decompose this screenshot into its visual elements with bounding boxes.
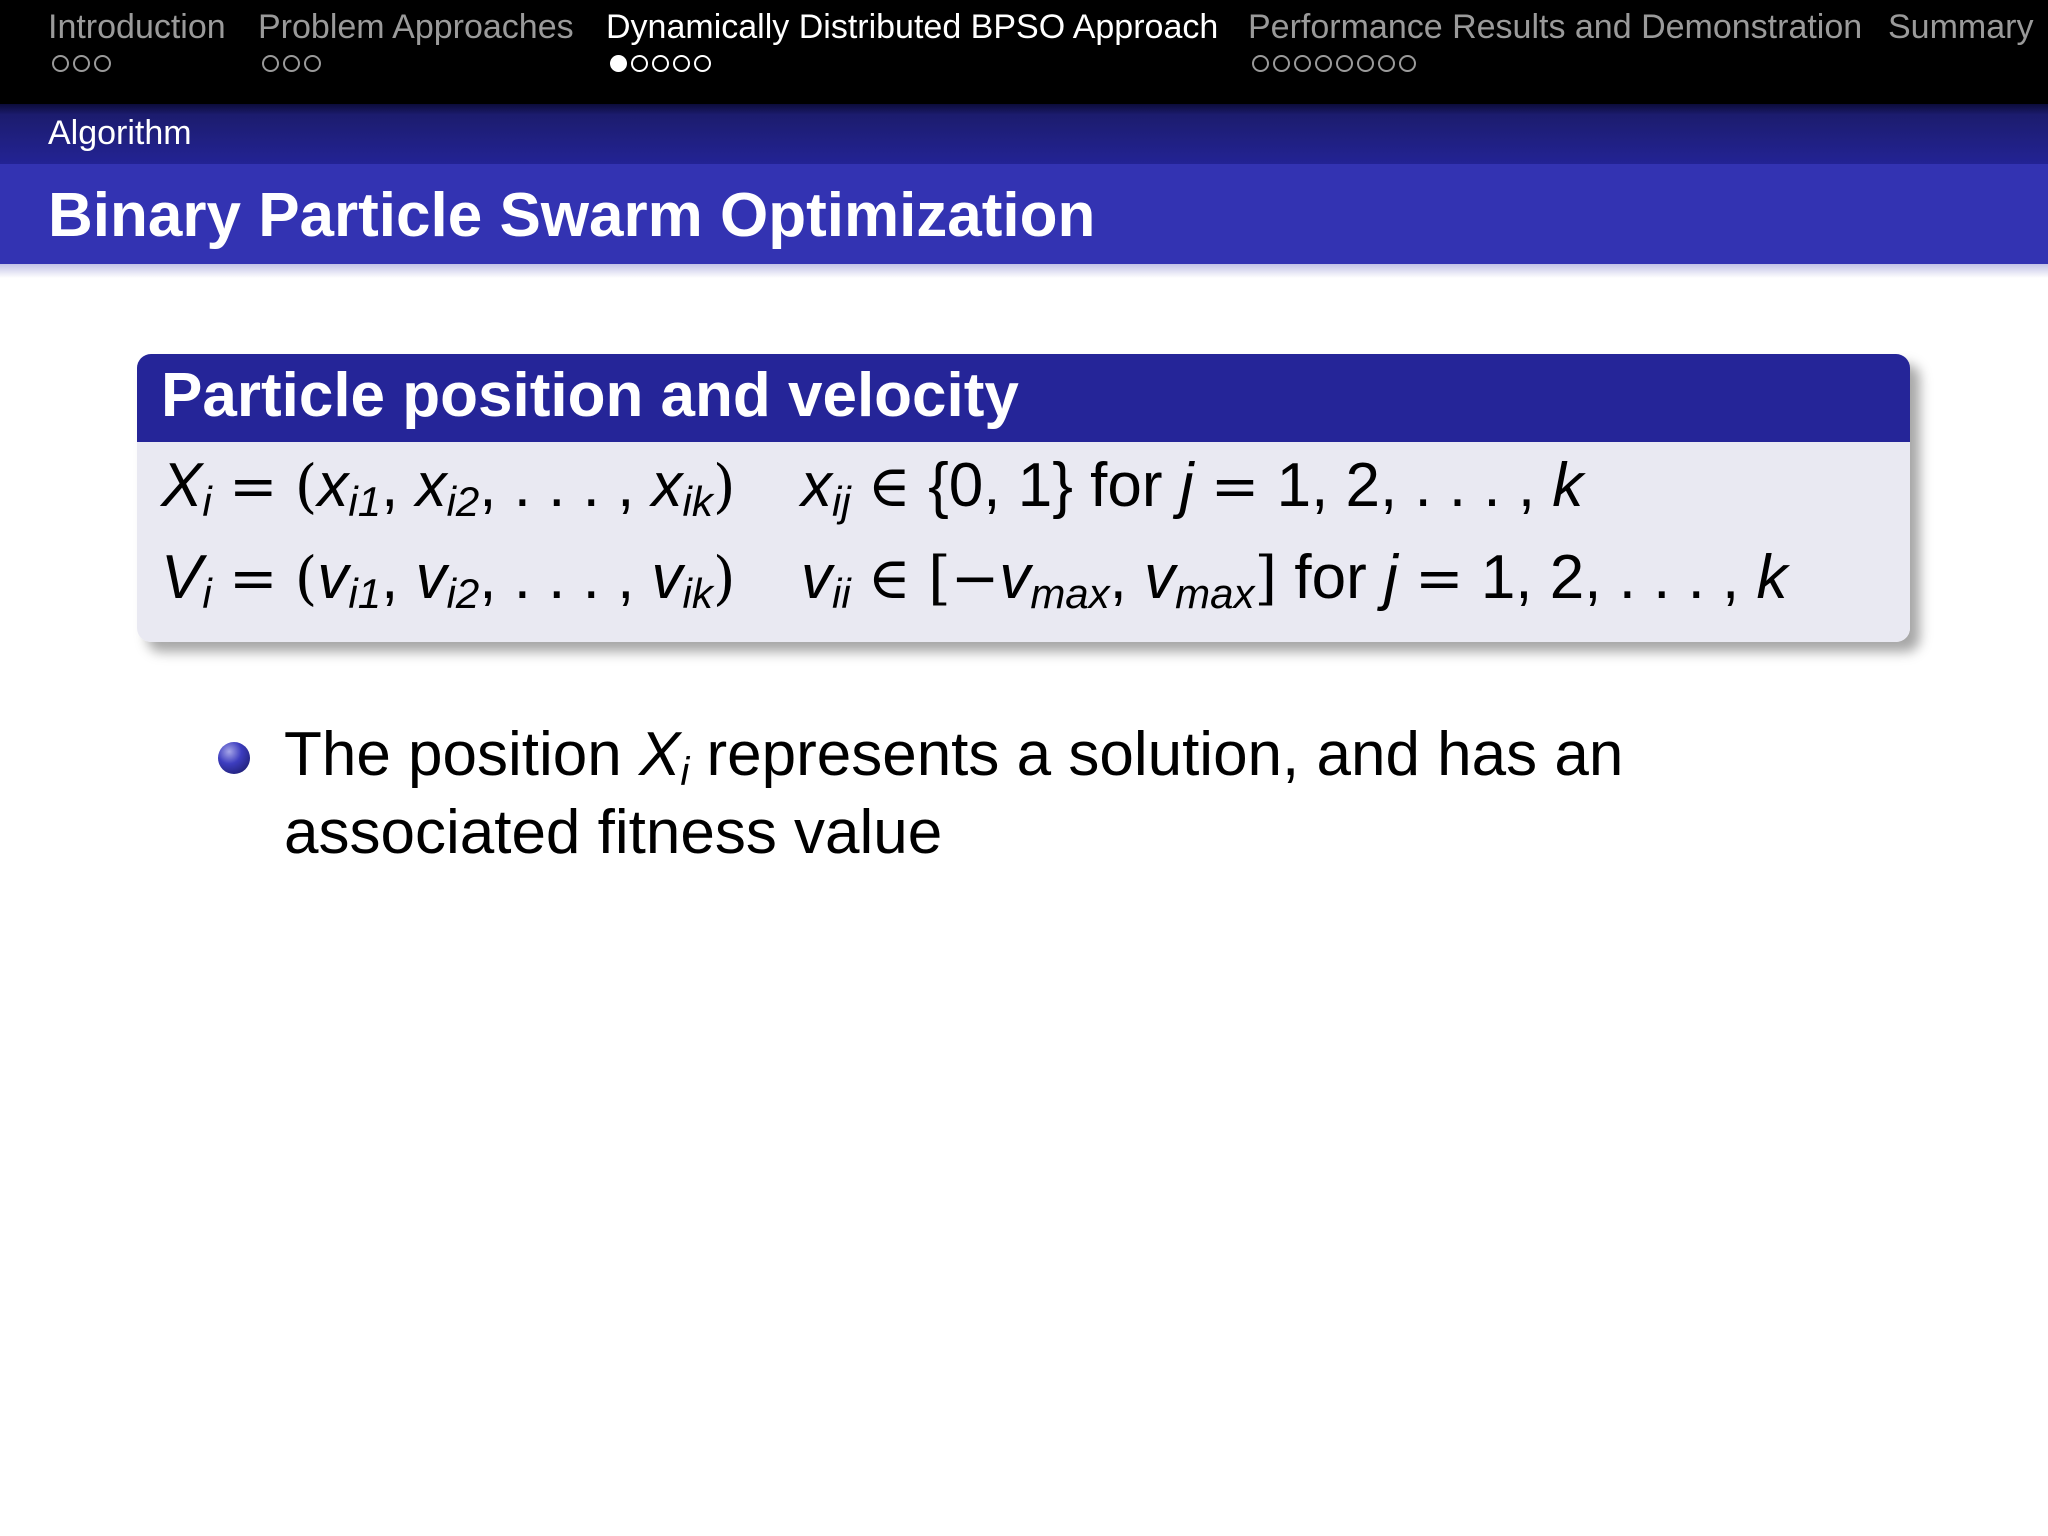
eq-symbol: j <box>1383 543 1398 612</box>
eq-symbol: for <box>1090 451 1163 520</box>
nav-section-label: Dynamically Distributed BPSO Approach <box>606 8 1219 46</box>
eq-subscript: ij <box>832 478 851 525</box>
nav-section-summary[interactable] <box>1888 8 2033 55</box>
nav-dot-icon[interactable] <box>694 55 711 72</box>
eq-symbol: v <box>801 543 832 612</box>
eq-symbol: x <box>317 451 349 520</box>
nav-dots <box>258 55 574 72</box>
eq-symbol: ) <box>712 452 736 520</box>
definition-block <box>137 354 1910 642</box>
eq-symbol: {0, 1} <box>928 451 1073 520</box>
eq-symbol: for <box>1294 543 1367 612</box>
nav-dot-icon[interactable] <box>73 55 90 72</box>
eq-subscript: i1 <box>348 478 382 525</box>
nav-section-label: Performance Results and Demonstration <box>1248 8 1863 46</box>
nav-section-problem-approaches[interactable] <box>258 8 574 72</box>
eq-symbol: ( <box>294 452 318 520</box>
nav-section-performance-results[interactable] <box>1248 8 1862 72</box>
eq-symbol: x <box>415 451 447 520</box>
subsection-bar <box>0 104 2048 164</box>
eq-subscript: max <box>1175 570 1255 617</box>
nav-section-label: Problem Approaches <box>258 8 574 46</box>
eq-symbol: , . . . , <box>479 543 635 612</box>
eq-symbol: ( <box>294 544 318 612</box>
nav-dot-icon[interactable] <box>1315 55 1332 72</box>
nav-dot-icon[interactable] <box>1273 55 1290 72</box>
eq-symbol: x <box>651 451 683 520</box>
eq-symbol: v <box>415 543 447 612</box>
block-title: Particle position and velocity <box>137 354 1910 442</box>
position-equation: $X_i = (x_{i1}$, $x_{i2}$, . . . , $x_{ik}$) $x_{ij}$ ∈ {0, 1} for j = 1, 2, . . . , k <box>161 451 1584 525</box>
eq-symbol: [− <box>928 544 1000 612</box>
eq-subscript: i1 <box>348 570 382 617</box>
nav-dot-icon[interactable] <box>304 55 321 72</box>
eq-symbol: v <box>999 543 1031 612</box>
frame-title: Binary Particle Swarm Optimization <box>48 181 1096 250</box>
eq-symbol: v <box>651 543 683 612</box>
bullet-text-pre: The position <box>284 720 639 789</box>
eq-subscript: max <box>1030 570 1110 617</box>
nav-section-dynamically-distributed-bpso[interactable] <box>606 8 1218 72</box>
eq-subscript: i2 <box>446 570 480 617</box>
eq-symbol: , <box>1109 543 1127 612</box>
nav-dot-icon[interactable] <box>94 55 111 72</box>
eq-symbol: = <box>1414 544 1464 612</box>
nav-dot-icon[interactable] <box>1336 55 1353 72</box>
subsection-title: Algorithm <box>48 114 192 152</box>
eq-subscript: i <box>202 570 212 617</box>
eq-symbol: 1, 2, . . . , <box>1276 451 1536 520</box>
nav-dot-icon[interactable] <box>652 55 669 72</box>
nav-dot-icon[interactable] <box>1252 55 1269 72</box>
position-domain <box>801 450 1584 525</box>
eq-symbol: ∈ <box>867 544 911 612</box>
nav-section-label: Introduction <box>48 8 226 46</box>
eq-symbol: j <box>1179 451 1194 520</box>
nav-section-label: Summary <box>1888 8 2034 46</box>
section-navigation <box>0 0 2048 104</box>
eq-subscript: i2 <box>446 478 480 525</box>
nav-dot-icon[interactable] <box>1357 55 1374 72</box>
eq-symbol: v <box>1144 543 1176 612</box>
nav-dot-icon[interactable] <box>1399 55 1416 72</box>
frame-title-bar <box>0 164 2048 264</box>
bullet-text <box>284 716 1684 872</box>
nav-dot-icon[interactable] <box>283 55 300 72</box>
eq-symbol: ∈ <box>867 452 911 520</box>
eq-symbol: ] <box>1254 544 1278 612</box>
eq-subscript: ii <box>832 570 851 617</box>
eq-symbol: x <box>801 451 832 520</box>
nav-dots <box>606 55 1218 72</box>
bullet-subscript: i <box>680 750 690 794</box>
eq-symbol: = <box>1210 452 1260 520</box>
bullet-text-post: represents a solution, and has an associated fitness value <box>284 720 1624 867</box>
nav-section-introduction[interactable] <box>48 8 226 72</box>
nav-dot-icon[interactable] <box>673 55 690 72</box>
eq-symbol: X <box>161 451 203 520</box>
block-body <box>137 442 1910 642</box>
eq-subscript: i <box>202 478 212 525</box>
nav-dots <box>48 55 226 72</box>
nav-dot-icon[interactable] <box>610 55 627 72</box>
eq-symbol: ) <box>712 544 736 612</box>
nav-dots <box>1248 55 1862 72</box>
nav-dot-icon[interactable] <box>1378 55 1395 72</box>
nav-dot-icon[interactable] <box>631 55 648 72</box>
velocity-domain <box>801 542 1788 617</box>
eq-symbol: k <box>1756 543 1788 612</box>
eq-symbol: = <box>228 544 278 612</box>
velocity-equation: $V_i = (v_{i1}$, $v_{i2}$, . . . , $v_{ik}$) $v_{ii}$ ∈ [$-v_{max}$, $v_{max}$] for j = 1, 2, . . . , k <box>161 543 1788 617</box>
eq-symbol: V <box>161 543 203 612</box>
eq-symbol: , . . . , <box>479 451 635 520</box>
eq-symbol: = <box>228 452 278 520</box>
nav-dot-icon[interactable] <box>262 55 279 72</box>
eq-subscript: ik <box>682 478 713 525</box>
bullet-variable: X <box>639 720 681 789</box>
eq-symbol: k <box>1552 451 1584 520</box>
nav-dot-icon[interactable] <box>52 55 69 72</box>
eq-symbol: v <box>317 543 349 612</box>
nav-dot-icon[interactable] <box>1294 55 1311 72</box>
eq-subscript: ik <box>682 570 713 617</box>
bullet-ball-icon <box>218 742 250 774</box>
eq-symbol: 1, 2, . . . , <box>1480 543 1740 612</box>
